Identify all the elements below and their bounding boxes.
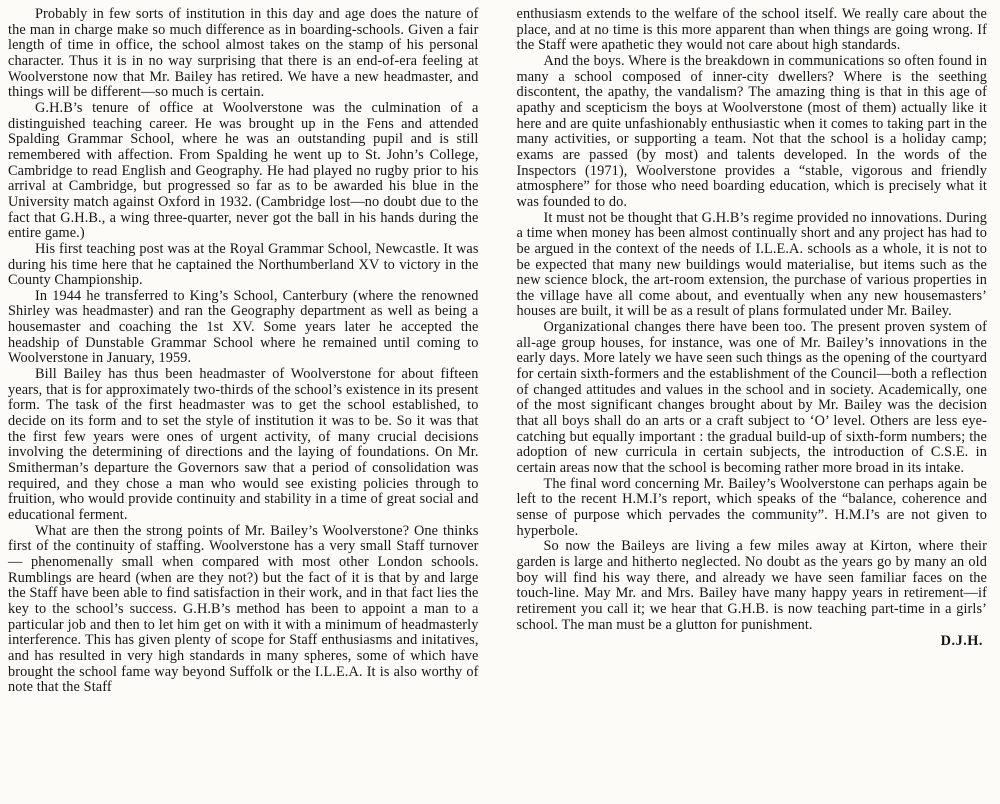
paragraph-the-boys: And the boys. Where is the breakdown in communications so often found in many a school composed of inner-city dwellers? Where is the seething discontent, the apathy, the vandalism? The amazing thing is that in this age of apathy and scepticism the boys at Woolverstone (most of them) actually like it here and are quite unfashionably enthusiastic when it comes to taking part in the many activities, or supporting a team. Not that the school is a holiday camp; exams are passed (by most) and talents developed. In the words of the Inspectors (1971), Woolverstone provides a “stable, vigorous and friendly atmosphere” for those who need boarding education, which is precisely what it was founded to do. xyxy=(516,52,987,210)
paragraph-staff-enthusiasm: enthusiasm extends to the welfare of the school itself. We really care about the place, and at no time is this more apparent than when things are going wrong. If the Staff were apathetic they would not care about high standards. xyxy=(516,6,987,54)
paragraph-baileys-at-kirton: So now the Baileys are living a few miles away at Kirton, where their garden is large and hitherto neglected. No doubt as the years go by many an old boy will find his way there, and already we have seen familiar faces on the touch-line. May Mr. and Mrs. Bailey have many happy years in retirement—if retirement you call it; we hear that G.H.B. is now teaching part-time in a girls’ school. The man must be a glutton for punishment. xyxy=(516,538,987,633)
paragraph-final-word: The final word concerning Mr. Bailey’s Woolverstone can perhaps again be left to the recent H.M.I’s report, which speaks of the “balance, coherence and sense of purpose which pervades the community”. H.M.I’s are not given to hyperbole. xyxy=(516,475,987,539)
right-column xyxy=(517,7,988,804)
paragraph-1944-transfer: In 1944 he transferred to King’s School, Canterbury (where the renowned Shirley was headmaster) and ran the Geography department as well as being a housemaster and coaching the 1st XV. Some years later he accepted the headship of Dunstable Grammar School where he remained until coming to Woolverstone in January, 1959. xyxy=(8,287,479,367)
author-initials: D.J.H. xyxy=(940,633,983,650)
paragraph-tenure: G.H.B’s tenure of office at Woolverstone was the culmination of a distinguished teaching career. He was brought up in the Fens and attended Spalding Grammar School, where he was an outstanding pupil and is still remembered with affection. From Spalding he went up to St. John’s College, Cambridge to read English and Geography. He had played no rugby prior to his arrival at Cambridge, but progressed so far as to be awarded his blue in the University match against Oxford in 1932. (Cambridge lost—no doubt due to the fact that G.H.B., a wing three-quarter, never got the ball in his hands during the entire game.) xyxy=(8,99,479,242)
paragraph-fifteen-years: Bill Bailey has thus been headmaster of Woolverstone for about fifteen years, that is for approximately two-thirds of the school’s existence in its present form. The task of the first headmaster was to get the school established, to decide on its form and to set the style of institution it was to be. So it was that the first few years were ones of urgent activity, of many crucial decisions involving the determining of directions and the laying of foundations. On Mr. Smitherman’s departure the Governors saw that a period of consolidation was required, and they chose a man who would see existing policies through to fruition, who would provide continuity and stability in a time of great social and educational ferment. xyxy=(8,366,479,523)
left-column xyxy=(8,7,479,804)
paragraph-strong-points: What are then the strong points of Mr. Bailey’s Woolverstone? One thinks first of the continuity of staffing. Woolverstone has a very small Staff turnover — phenomenally small when compared with most other London schools. Rumblings are heard (when are they not?) but the fact of it is that by and large the Staff have been able to find satisfaction in their work, and in that fact lies the key to the school’s success. G.H.B’s method has been to appoint a man to a particular job and then to let him get on with it with a minimum of headmasterly interference. This has given plenty of scope for Staff enthusiasms and initatives, and has resulted in very high standards in many spheres, some of which have brought the school fame way beyond Suffolk or the I.L.E.A. It is also worthy of note that the Staff xyxy=(8,522,479,696)
paragraph-organizational-changes: Organizational changes there have been too. The present proven system of all-age group houses, for instance, was one of Mr. Bailey’s innovations in the early days. More lately we have seen such things as the opening of the courtyard for certain sixth-formers and the establishment of the Council—both a reflection of changed attitudes and values in the school and in society. Academically, one of the most significant changes brought about by Mr. Bailey was the decision that all boys shall do an arts or a craft subject to ‘O’ level. Others are less eye-catching but equally important : the gradual build-up of sixth-form numbers; the adoption of new curricula in certain subjects, the introduction of C.S.E. in certain areas now that the school is becoming rather more broad in its intake. xyxy=(516,319,987,477)
paragraph-innovations: It must not be thought that G.H.B’s regime provided no innovations. During a time when money has been almost continually short and any project has had to be argued in the context of the needs of I.L.E.A. schools as a whole, it is not to be expected that many new buildings would materialise, but items such as the new science block, the art-room extension, the purchase of various properties in the village have all come about, and eventually when any new housemasters’ houses are built, it will be as a result of plans formulated under Mr. Bailey. xyxy=(516,209,987,320)
paragraph-first-post: His first teaching post was at the Royal Grammar School, Newcastle. It was during his time here that he captained the Northumberland XV to victory in the County Championship. xyxy=(8,240,479,289)
paragraph-intro: Probably in few sorts of institution in this day and age does the nature of the man in charge make so much difference as in boarding-schools. Given a fair length of time in office, the school almost takes on the stamp of his personal character. Thus it is in no way surprising that there is an end-of-era feeling at Woolverstone now that Mr. Bailey has retired. We have a new headmaster, and things will be different—so much is certain. xyxy=(8,6,479,101)
